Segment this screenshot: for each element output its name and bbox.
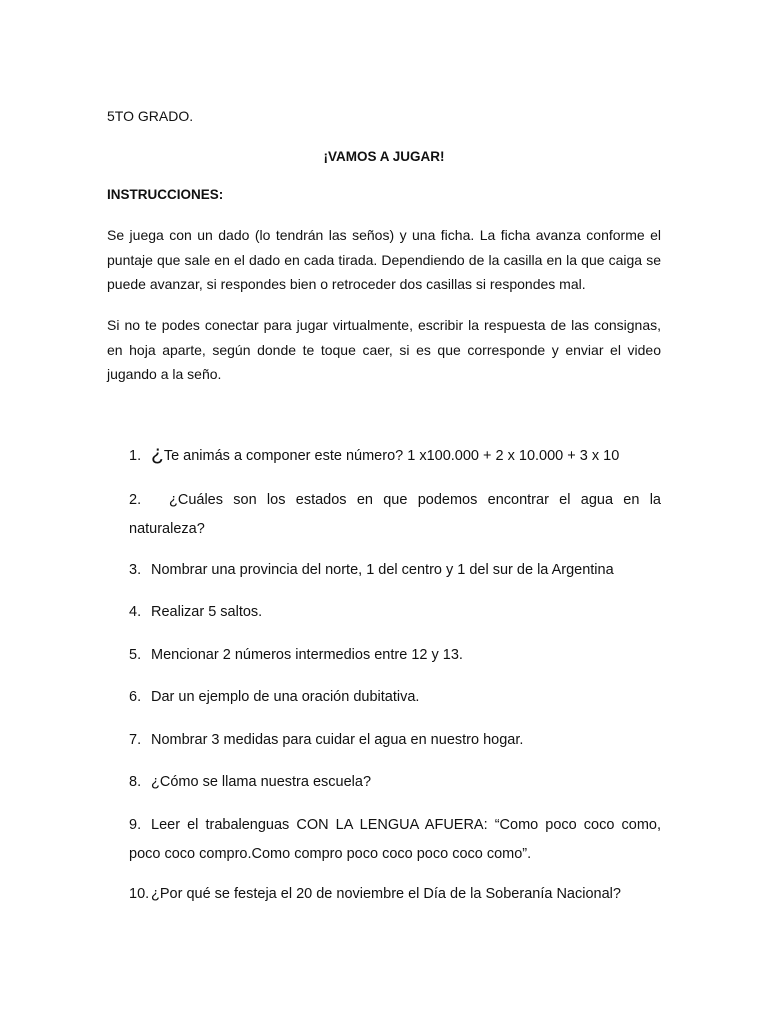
question-number: 10. bbox=[129, 886, 150, 902]
question-item-4 bbox=[129, 598, 661, 627]
question-text: Nombrar 3 medidas para cuidar el agua en nuestro hogar. bbox=[151, 732, 524, 748]
question-item-7 bbox=[129, 726, 661, 755]
question-lead-mark: ¿ bbox=[151, 442, 164, 465]
grade-label: 5TO GRADO. bbox=[107, 108, 194, 124]
question-text: Leer el trabalenguas CON LA LENGUA AFUERA: “Como poco coco como, poco coco compro.Como compro poco coco poco coco como”. bbox=[129, 817, 661, 862]
question-number: 6. bbox=[129, 689, 142, 705]
question-number: 8. bbox=[129, 774, 142, 790]
virtual-play-paragraph: Si no te podes conectar para jugar virtualmente, escribir la respuesta de las consignas, en hoja aparte, según donde te toque caer, si es que corresponde y enviar el video jugando a la seño. bbox=[107, 317, 661, 382]
question-item-10 bbox=[129, 880, 661, 909]
question-text: ¿Por qué se festeja el 20 de noviembre el Día de la Soberanía Nacional? bbox=[151, 886, 621, 902]
question-text: Dar un ejemplo de una oración dubitativa. bbox=[151, 689, 420, 705]
question-item-9 bbox=[129, 811, 661, 868]
instructions-heading: INSTRUCCIONES: bbox=[107, 187, 224, 202]
question-text: Nombrar una provincia del norte, 1 del centro y 1 del sur de la Argentina bbox=[151, 562, 614, 578]
question-item-5 bbox=[129, 641, 661, 670]
question-number: 2. bbox=[129, 492, 142, 508]
question-number: 1. bbox=[129, 448, 142, 464]
question-text: ¿Cuáles son los estados en que podemos encontrar el agua en la naturaleza? bbox=[129, 492, 661, 537]
question-number: 3. bbox=[129, 562, 142, 578]
question-item-1 bbox=[129, 442, 661, 471]
question-item-6 bbox=[129, 683, 661, 712]
question-number: 9. bbox=[129, 817, 142, 833]
question-item-3 bbox=[129, 556, 661, 585]
question-text: Mencionar 2 números intermedios entre 12 y 13. bbox=[151, 647, 463, 663]
question-number: 7. bbox=[129, 732, 142, 748]
question-number: 4. bbox=[129, 604, 142, 620]
question-text: ¿Cómo se llama nuestra escuela? bbox=[151, 774, 372, 790]
question-item-8 bbox=[129, 768, 661, 797]
question-text: Te animás a componer este número? 1 x100.000 + 2 x 10.000 + 3 x 10 bbox=[163, 448, 620, 464]
page-title: ¡VAMOS A JUGAR! bbox=[323, 149, 445, 164]
question-text: Realizar 5 saltos. bbox=[151, 604, 263, 620]
question-number: 5. bbox=[129, 647, 142, 663]
instructions-paragraph: Se juega con un dado (lo tendrán las seños) y una ficha. La ficha avanza conforme el puntaje que sale en el dado en cada tirada. Dependiendo de la casilla en la que caiga se puede avanzar, si respondes bien o retroceder dos casillas si respondes mal. bbox=[107, 227, 661, 292]
question-item-2 bbox=[129, 486, 661, 543]
